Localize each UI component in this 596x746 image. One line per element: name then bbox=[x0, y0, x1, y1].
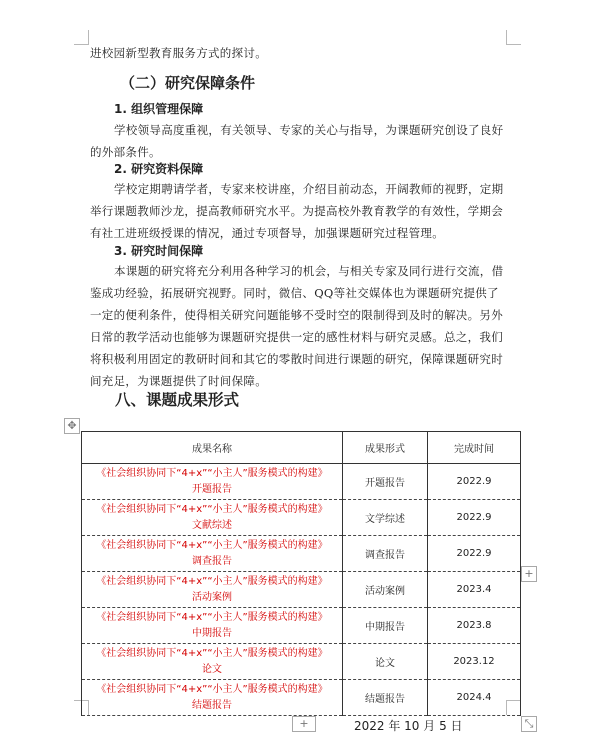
paragraph-continuation: 进校园新型教育服务方式的探讨。 bbox=[90, 46, 267, 60]
table-row bbox=[82, 536, 521, 572]
cell-name: 《社会组织协同下“4+x”“小主人”服务模式的构建》 结题报告 bbox=[82, 680, 343, 716]
cell-name: 《社会组织协同下“4+x”“小主人”服务模式的构建》 中期报告 bbox=[82, 608, 343, 644]
cell-form: 结题报告 bbox=[343, 680, 428, 716]
outcomes-table bbox=[81, 431, 521, 716]
cell-name: 《社会组织协同下“4+x”“小主人”服务模式的构建》 开题报告 bbox=[82, 464, 343, 500]
cell-time: 2024.4 bbox=[428, 680, 521, 716]
paragraph-materials: 学校定期聘请学者，专家来校讲座，介绍目前动态，开阔教师的视野，定期举行课题教师沙龙，提高教师研究水平。为提高校外教育教学的有效性，学期会有社工进班级授课的情况，通过专项督导，加强课题研究过程管理。 bbox=[90, 182, 504, 240]
table-move-handle-icon[interactable]: ✥ bbox=[64, 418, 80, 434]
table-row bbox=[82, 572, 521, 608]
cell-time: 2022.9 bbox=[428, 500, 521, 536]
cell-form: 开题报告 bbox=[343, 464, 428, 500]
subheading-organization: 1. 组织管理保障 bbox=[114, 102, 204, 116]
table-row bbox=[82, 608, 521, 644]
cell-form: 论文 bbox=[343, 644, 428, 680]
cell-form: 文学综述 bbox=[343, 500, 428, 536]
cell-name: 《社会组织协同下“4+x”“小主人”服务模式的构建》 文献综述 bbox=[82, 500, 343, 536]
header-time: 完成时间 bbox=[428, 432, 521, 464]
cell-form: 活动案例 bbox=[343, 572, 428, 608]
paragraph-time: 本课题的研究将充分利用各种学习的机会，与相关专家及同行进行交流，借鉴成功经验，拓展研究视野。同时，微信、QQ等社交媒体也为课题研究提供了一定的便利条件，使得相关研究问题能够不受时空的限制得到及时的解决。另外日常的教学活动也能够为课题研究提供一定的感性材料与研究灵感。总之，我们将积极利用固定的教研时间和其它的零散时间进行课题的研究，保障课题研究时间充足，为课题提供了时间保障。 bbox=[90, 264, 504, 388]
section-title-outcomes: 八、课题成果形式 bbox=[115, 391, 240, 409]
subheading-materials: 2. 研究资料保障 bbox=[114, 162, 204, 176]
cell-time: 2023.12 bbox=[428, 644, 521, 680]
cell-name: 《社会组织协同下“4+x”“小主人”服务模式的构建》 论文 bbox=[82, 644, 343, 680]
cell-time: 2022.9 bbox=[428, 536, 521, 572]
section-title-research-guarantee: （二）研究保障条件 bbox=[120, 74, 256, 92]
table-row bbox=[82, 680, 521, 716]
cell-form: 调查报告 bbox=[343, 536, 428, 572]
cell-name: 《社会组织协同下“4+x”“小主人”服务模式的构建》 调查报告 bbox=[82, 536, 343, 572]
signature-date: 2022 年 10 月 5 日 bbox=[354, 719, 463, 733]
cell-time: 2023.4 bbox=[428, 572, 521, 608]
page-corner-mark bbox=[74, 30, 89, 45]
subheading-time: 3. 研究时间保障 bbox=[114, 244, 204, 258]
header-name: 成果名称 bbox=[82, 432, 343, 464]
add-column-handle-icon[interactable]: + bbox=[521, 566, 537, 582]
page-corner-mark bbox=[506, 30, 521, 45]
cell-name: 《社会组织协同下“4+x”“小主人”服务模式的构建》 活动案例 bbox=[82, 572, 343, 608]
paragraph-organization: 学校领导高度重视，有关领导、专家的关心与指导，为课题研究创设了良好的外部条件。 bbox=[90, 123, 504, 159]
cell-time: 2022.9 bbox=[428, 464, 521, 500]
table-row bbox=[82, 500, 521, 536]
table-header-row bbox=[82, 432, 521, 464]
header-form: 成果形式 bbox=[343, 432, 428, 464]
add-row-handle-icon[interactable]: + bbox=[292, 716, 316, 732]
table-row bbox=[82, 644, 521, 680]
table-resize-handle-icon[interactable]: ⤡ bbox=[521, 716, 537, 732]
cell-form: 中期报告 bbox=[343, 608, 428, 644]
table-row bbox=[82, 464, 521, 500]
cell-time: 2023.8 bbox=[428, 608, 521, 644]
